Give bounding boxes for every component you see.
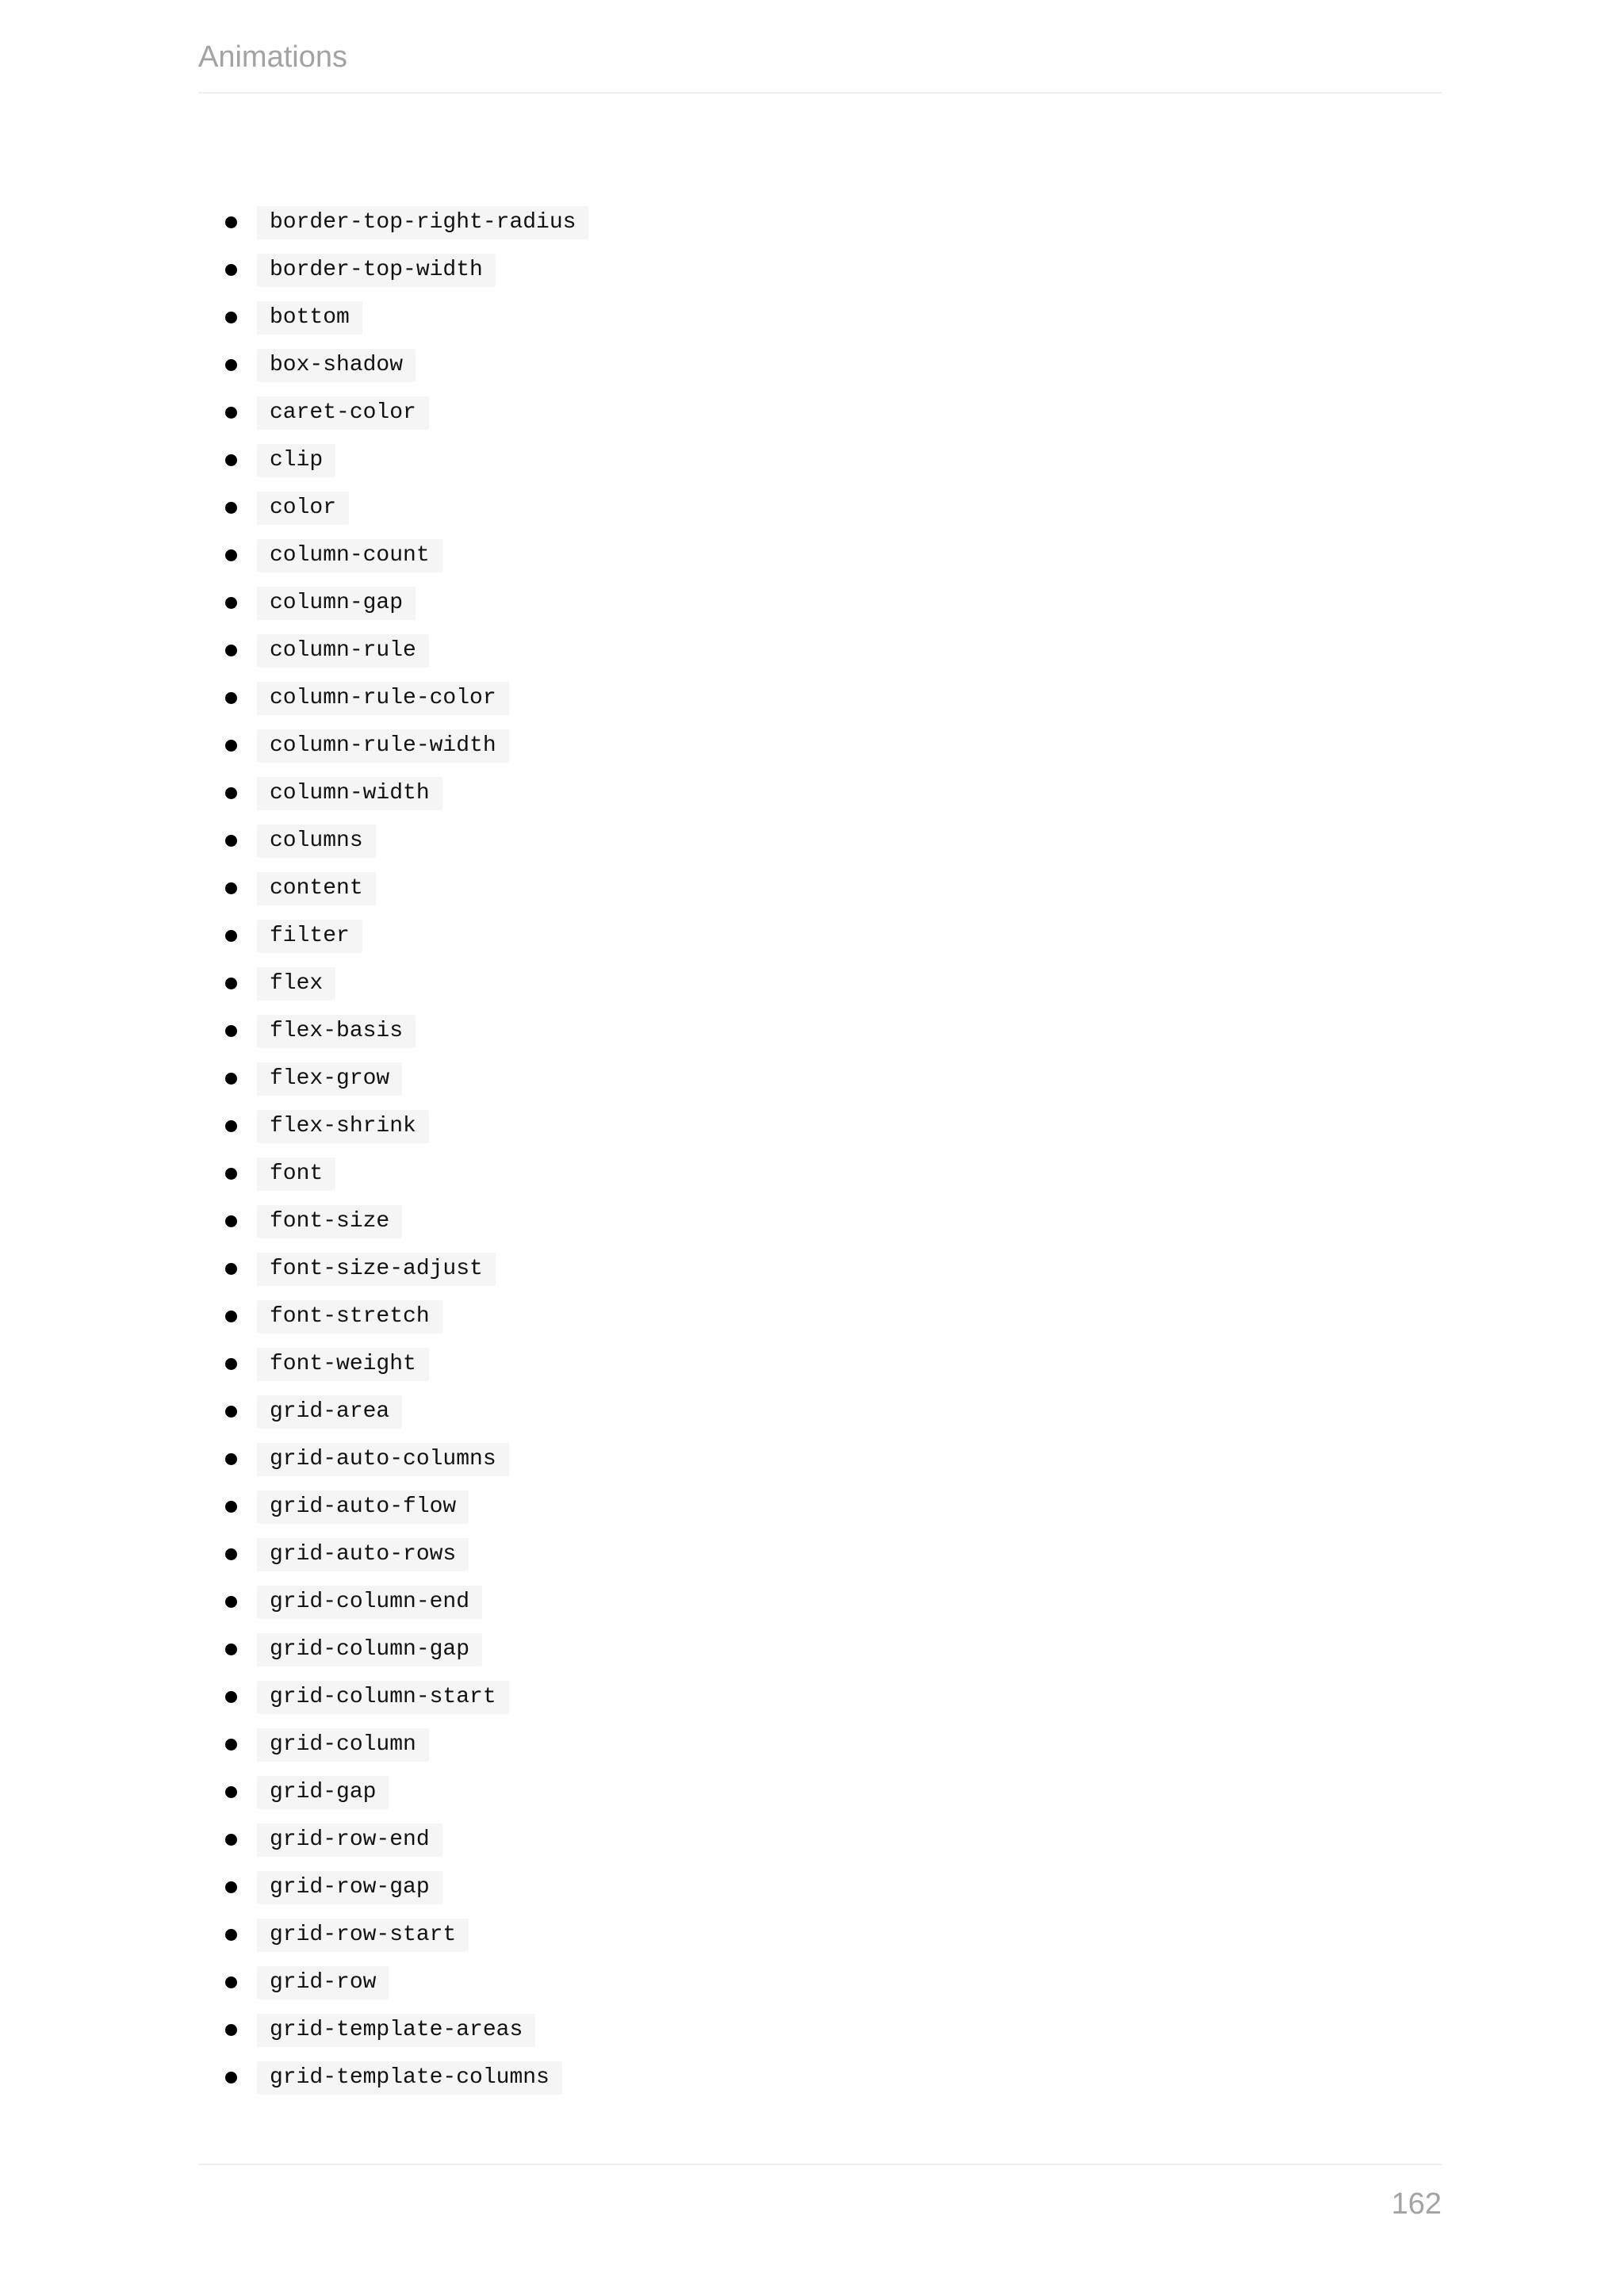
property-code: grid-template-columns [257, 2061, 562, 2095]
property-code: grid-column-start [257, 1681, 509, 1714]
property-code: grid-column-gap [257, 1633, 482, 1667]
bullet-icon [225, 1358, 237, 1370]
bullet-icon [225, 1120, 237, 1132]
property-code: grid-template-areas [257, 2014, 535, 2047]
property-code: column-count [257, 539, 442, 572]
bullet-icon [225, 502, 237, 514]
bullet-icon [225, 216, 237, 228]
property-code: grid-area [257, 1395, 402, 1429]
bullet-icon [225, 1215, 237, 1227]
page-number: 162 [1391, 2187, 1442, 2221]
bullet-icon [225, 312, 237, 323]
bullet-icon [225, 930, 237, 942]
bullet-icon [225, 1548, 237, 1560]
property-code: grid-column [257, 1728, 429, 1762]
bullet-icon [225, 882, 237, 894]
property-code: grid-row-start [257, 1919, 469, 1952]
property-code: column-rule [257, 634, 429, 668]
bullet-icon [225, 1644, 237, 1655]
bullet-icon [225, 1786, 237, 1798]
property-code: grid-auto-rows [257, 1538, 469, 1571]
property-code: bottom [257, 301, 362, 335]
property-code: grid-auto-flow [257, 1490, 469, 1524]
bullet-icon [225, 740, 237, 752]
property-code: column-rule-width [257, 729, 509, 763]
property-code: caret-color [257, 396, 429, 430]
bullet-icon [225, 2072, 237, 2084]
property-code: column-gap [257, 587, 416, 620]
bullet-icon [225, 264, 237, 276]
property-code: color [257, 492, 349, 525]
bullet-icon [225, 692, 237, 704]
footer-divider [198, 2164, 1442, 2165]
property-code: content [257, 872, 376, 905]
bullet-icon [225, 835, 237, 847]
property-code: font-stretch [257, 1300, 442, 1334]
bullet-icon [225, 597, 237, 609]
bullet-icon [225, 645, 237, 656]
property-code: font [257, 1158, 335, 1191]
bullet-icon [225, 787, 237, 799]
page-title: Animations [198, 40, 347, 74]
property-code: grid-auto-columns [257, 1443, 509, 1476]
bullet-icon [225, 978, 237, 989]
bullet-icon [225, 1834, 237, 1846]
bullet-icon [225, 1881, 237, 1893]
bullet-icon [225, 1073, 237, 1085]
property-code: flex-shrink [257, 1110, 429, 1143]
property-code: column-rule-color [257, 682, 509, 715]
page-header [198, 35, 1442, 94]
property-code: grid-column-end [257, 1586, 482, 1619]
property-code: font-size [257, 1205, 402, 1238]
bullet-icon [225, 1691, 237, 1703]
bullet-icon [225, 1976, 237, 1988]
property-code: font-weight [257, 1348, 429, 1381]
property-code: grid-gap [257, 1776, 389, 1809]
bullet-icon [225, 1929, 237, 1941]
property-code: border-top-right-radius [257, 206, 588, 239]
bullet-icon [225, 1406, 237, 1418]
property-code: grid-row-end [257, 1823, 442, 1857]
bullet-icon [225, 2024, 237, 2036]
property-code: flex-grow [257, 1062, 402, 1096]
property-code: clip [257, 444, 335, 477]
property-code: flex [257, 967, 335, 1001]
bullet-icon [225, 1311, 237, 1322]
bullet-icon [225, 1168, 237, 1180]
bullet-icon [225, 1025, 237, 1037]
bullet-icon [225, 549, 237, 561]
property-code: font-size-adjust [257, 1253, 496, 1286]
property-code: box-shadow [257, 349, 416, 382]
bullet-icon [225, 1596, 237, 1608]
property-code: grid-row [257, 1966, 389, 1999]
property-code: flex-basis [257, 1015, 416, 1048]
bullet-icon [225, 407, 237, 419]
property-code: grid-row-gap [257, 1871, 442, 1904]
bullet-icon [225, 1501, 237, 1513]
property-code: border-top-width [257, 254, 496, 287]
bullet-icon [225, 1263, 237, 1275]
property-code: column-width [257, 777, 442, 810]
bullet-icon [225, 359, 237, 371]
property-code: columns [257, 825, 376, 858]
bullet-icon [225, 1453, 237, 1465]
bullet-icon [225, 454, 237, 466]
bullet-icon [225, 1739, 237, 1751]
property-code: filter [257, 920, 362, 953]
